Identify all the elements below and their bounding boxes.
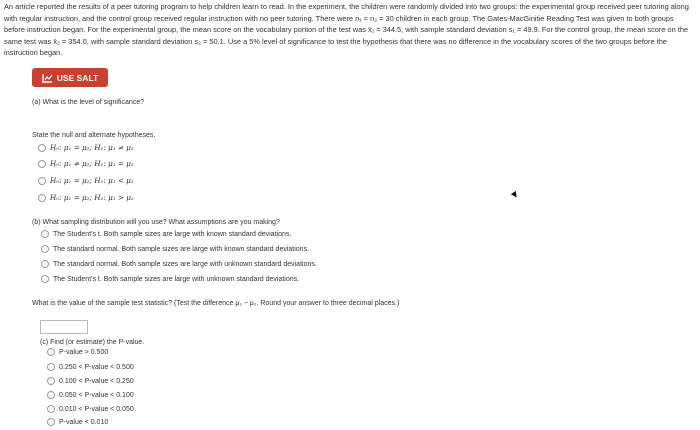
distribution-option-label: The Student's t. Both sample sizes are large with unknown standard deviations.	[53, 275, 300, 283]
mouse-cursor-icon	[511, 191, 519, 199]
distribution-option-2[interactable]	[41, 245, 309, 253]
part-a-question: (a) What is the level of significance?	[32, 99, 145, 106]
hypothesis-option-label: H₀: μ₁ = μ₂; H₁: μ₁ > μ₂	[50, 193, 134, 202]
hypothesis-option-1[interactable]	[38, 143, 134, 152]
p-value-option-6[interactable]	[47, 418, 108, 426]
p-value-option-2[interactable]	[47, 363, 134, 371]
test-statistic-input[interactable]	[40, 320, 88, 334]
part-c-question: (c) Find (or estimate) the P-value.	[40, 339, 145, 346]
radio-button[interactable]	[47, 363, 55, 371]
p-value-option-5[interactable]	[47, 405, 134, 413]
radio-button[interactable]	[38, 177, 46, 185]
problem-intro: An article reported the results of a peer tutoring program to help children learn to read. In the experiment, the children were randomly divided into two groups: the experimental group received peer tutoring along with regular instruction, and the control group received regular instruction with no peer tutoring. There were n₁ = n₂ = 30 children in each group. The Gates-MacGinitie Reading Test was given to both groups before instruction began. For the experimental group, the mean score on the vocabulary portion of the test was x̄₁ = 344.5, with sample standard deviation s₁ = 49.9. For the control group, the mean score on the same test was x̄₂ = 354.0, with sample standard deviation s₂ = 50.1. Use a 5% level of significance to test the hypothesis that there was no difference in the vocabulary scores of the two groups before the instruction began.	[4, 2, 689, 58]
p-value-option-label: 0.010 < P-value < 0.050	[59, 405, 134, 413]
radio-button[interactable]	[41, 245, 49, 253]
hypothesis-option-label: H₀: μ₁ = μ₂; H₁: μ₁ ≠ μ₂	[50, 143, 134, 152]
hypotheses-prompt: State the null and alternate hypotheses.	[32, 132, 156, 139]
hypothesis-option-4[interactable]	[38, 193, 134, 202]
hypothesis-option-label: H₀: μ₁ = μ₂; H₁: μ₁ < μ₂	[50, 176, 134, 185]
p-value-option-3[interactable]	[47, 377, 134, 385]
distribution-option-label: The standard normal. Both sample sizes are large with unknown standard deviations.	[53, 260, 317, 268]
p-value-option-label: P-value < 0.010	[59, 418, 109, 426]
distribution-option-label: The standard normal. Both sample sizes are large with known standard deviations.	[53, 245, 310, 253]
distribution-option-3[interactable]	[41, 260, 317, 268]
hypothesis-option-2[interactable]	[38, 159, 134, 168]
p-value-option-label: 0.100 < P-value < 0.250	[59, 377, 134, 385]
radio-button[interactable]	[38, 194, 46, 202]
salt-logo-icon	[42, 73, 53, 83]
p-value-option-4[interactable]	[47, 391, 134, 399]
part-b-question: (b) What sampling distribution will you use? What assumptions are you making?	[32, 219, 280, 226]
hypothesis-option-label: H₀: μ₁ ≠ μ₂; H₁: μ₁ = μ₂	[50, 159, 134, 168]
radio-button[interactable]	[47, 418, 55, 426]
distribution-option-label: The Student's t. Both sample sizes are large with known standard deviations.	[53, 230, 292, 238]
p-value-option-label: P-value > 0.500	[59, 348, 109, 356]
use-salt-button[interactable]	[32, 68, 108, 87]
use-salt-label: USE SALT	[56, 72, 99, 83]
distribution-option-1[interactable]	[41, 230, 291, 238]
test-statistic-question: What is the value of the sample test statistic? (Test the difference μ₁ − μ₂. Round your answer to three decimal places.)	[32, 300, 400, 307]
radio-button[interactable]	[47, 391, 55, 399]
distribution-option-4[interactable]	[41, 275, 299, 283]
radio-button[interactable]	[47, 377, 55, 385]
radio-button[interactable]	[41, 230, 49, 238]
radio-button[interactable]	[38, 160, 46, 168]
radio-button[interactable]	[41, 260, 49, 268]
p-value-option-1[interactable]	[47, 348, 108, 356]
radio-button[interactable]	[47, 405, 55, 413]
radio-button[interactable]	[41, 275, 49, 283]
p-value-option-label: 0.250 < P-value < 0.500	[59, 363, 134, 371]
radio-button[interactable]	[38, 144, 46, 152]
p-value-option-label: 0.050 < P-value < 0.100	[59, 391, 134, 399]
hypothesis-option-3[interactable]	[38, 176, 134, 185]
radio-button[interactable]	[47, 348, 55, 356]
